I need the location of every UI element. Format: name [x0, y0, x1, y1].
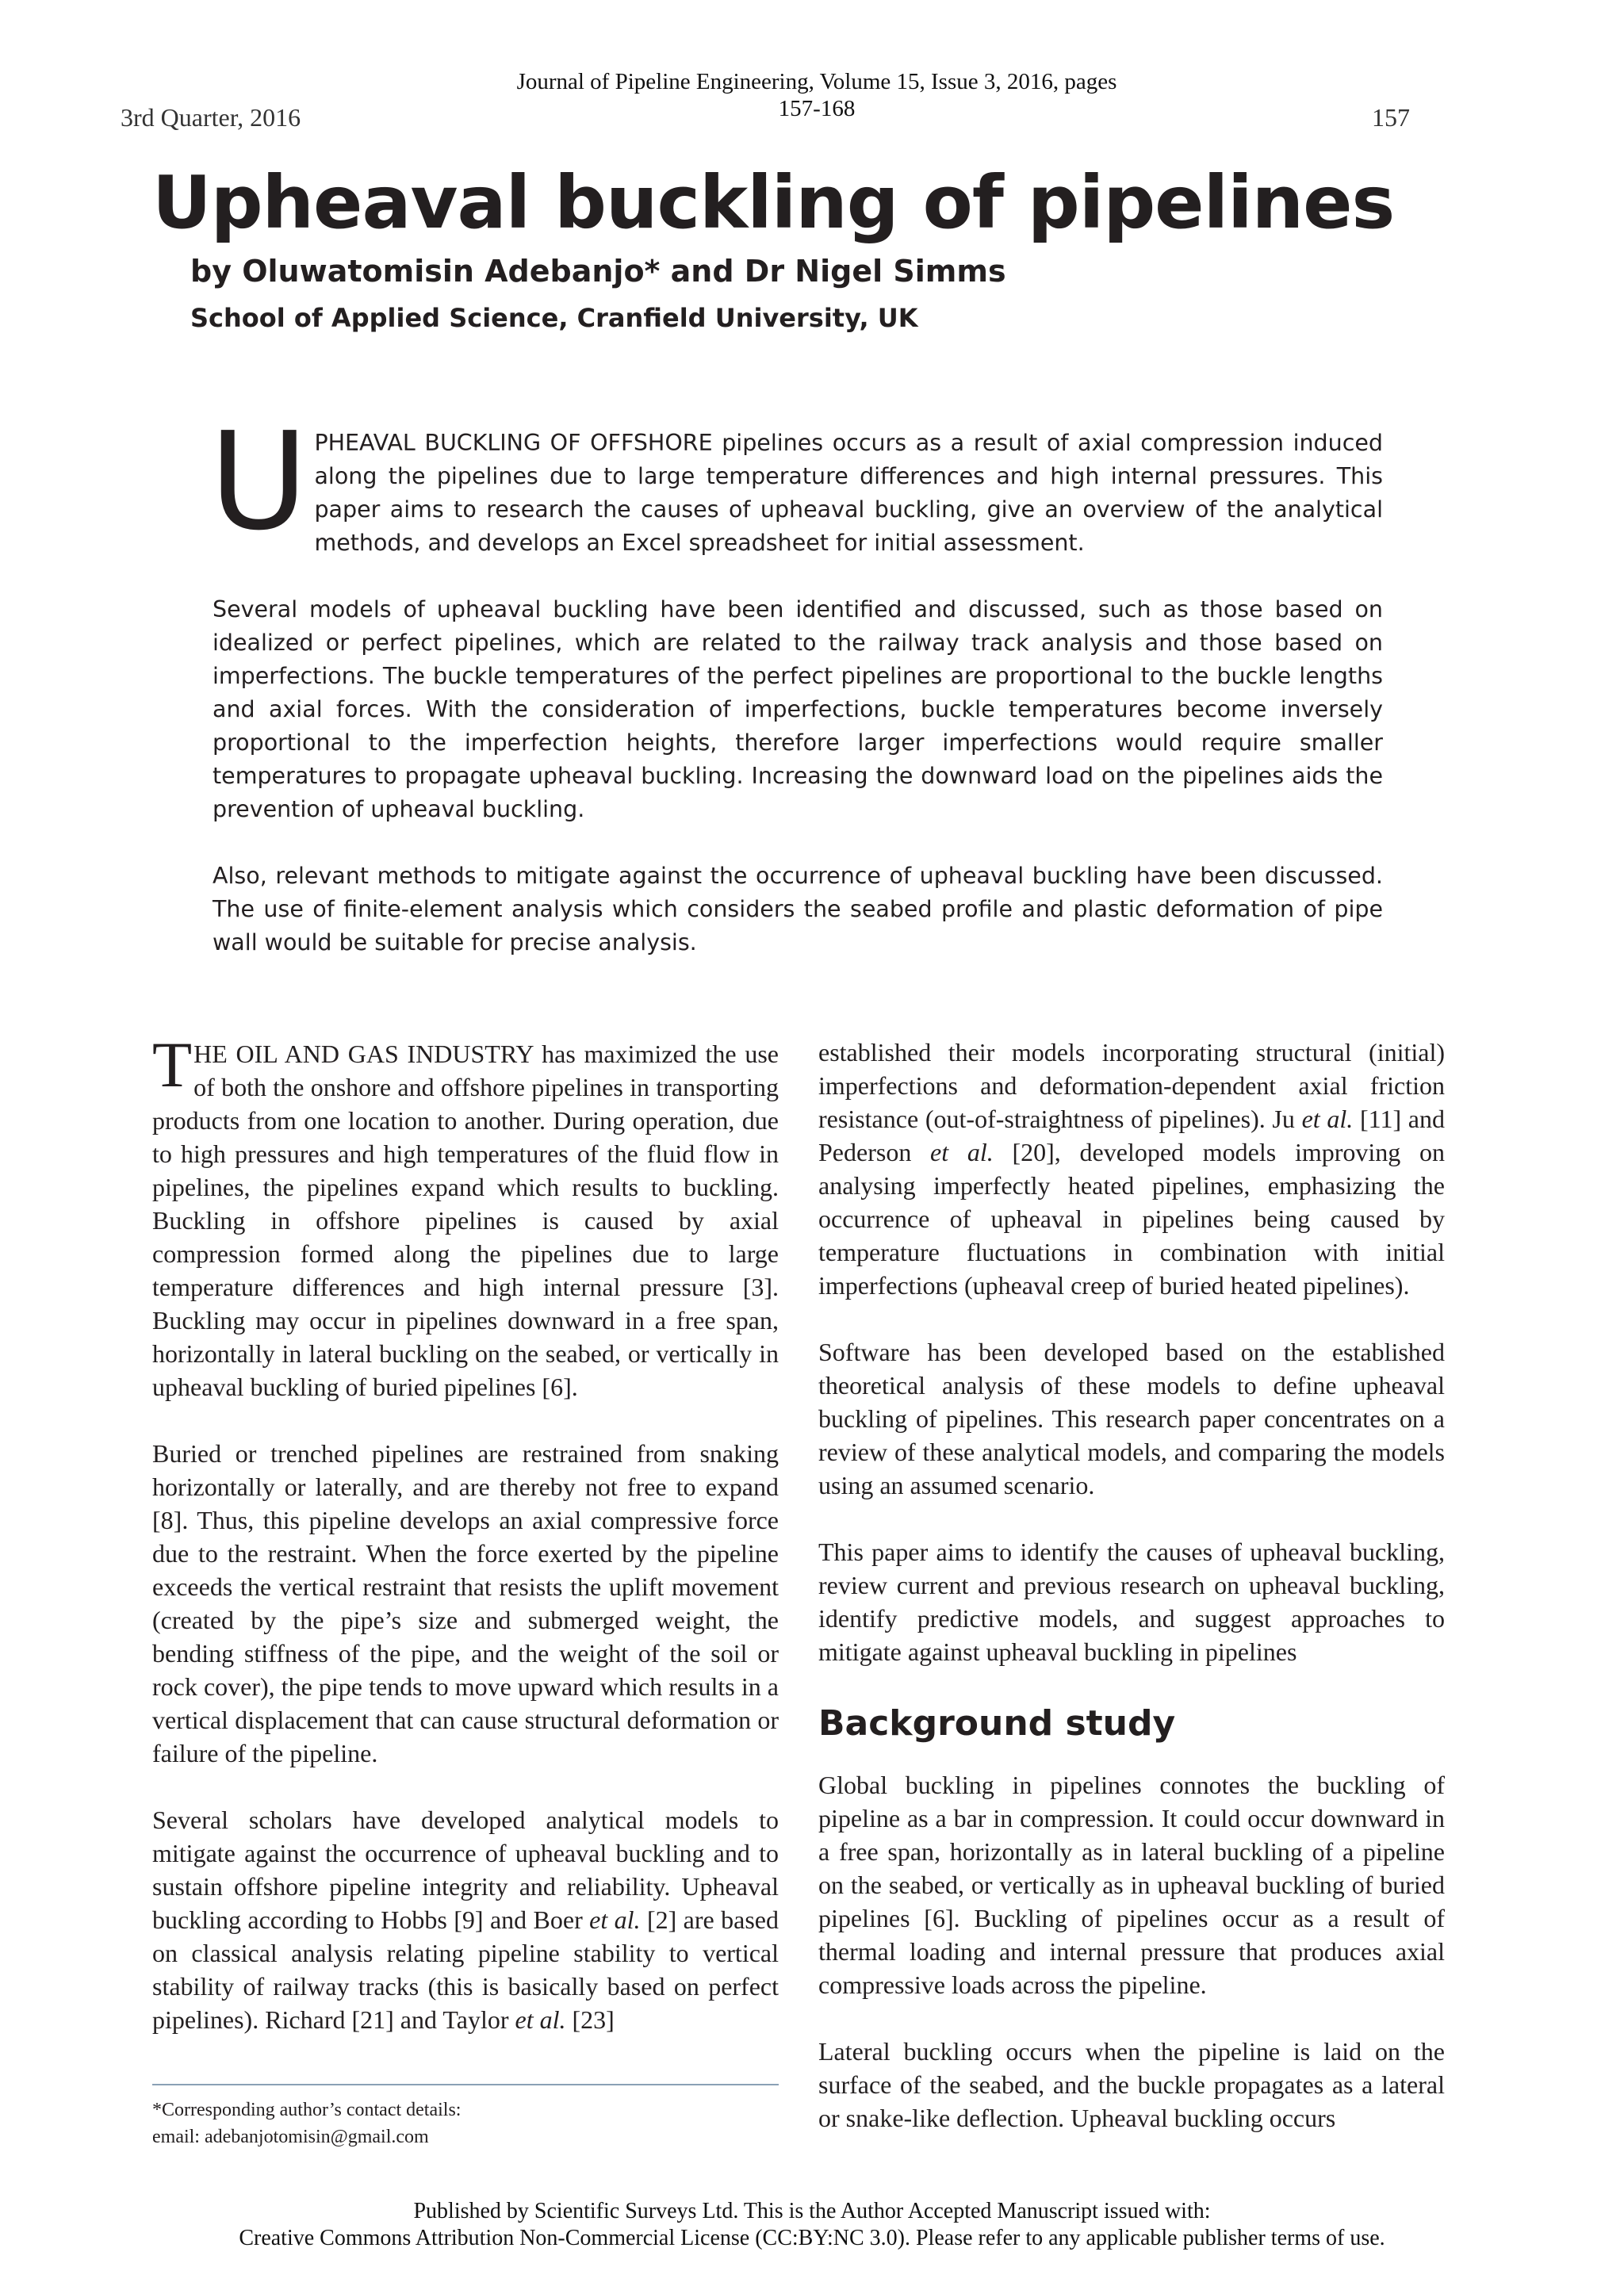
- body-text-segment: [11] and Pederson: [818, 1105, 1445, 1166]
- body-paragraph: Buried or trenched pipelines are restrained from snaking horizontally or laterally, and are thereby not free to expand [8]. Thus, this pipeline develops an axial compressive force due to the restraint. When the force exerted by the pipeline exceeds the vertical restraint that resists the uplift movement (created by the pipe’s size and submerged weight, the bending stiffness of the pipe, and the weight of the soil or rock cover), the pipe tends to move upward which results in a vertical displacement that can cause structural deformation or failure of the pipeline.: [152, 1439, 779, 1767]
- et-al: et al.: [930, 1138, 994, 1166]
- et-al: et al.: [1301, 1105, 1354, 1133]
- publisher-footer: [159, 2198, 1465, 2252]
- journal-citation-line2: 157-168: [778, 96, 856, 121]
- footnote-line1: *Corresponding author’s contact details:: [152, 2100, 462, 2120]
- body-text-segment: established their models incorporating structural (initial) imperfections and deformation-dependent axial friction resistance (out-of-straightness of pipelines). Ju: [818, 1038, 1445, 1133]
- article-authors: by Oluwatomisin Adebanjo* and Dr Nigel Simms: [190, 254, 1006, 289]
- abstract-paragraph-1-text: PHEAVAL BUCKLING OF OFFSHORE pipelines occurs as a result of axial compression induced along the pipelines due to large temperature differences and high internal pressures. This paper aims to research the causes of upheaval buckling, give an overview of the analytical methods, and develops an Excel spreadsheet for initial assessment.: [314, 430, 1383, 556]
- body-paragraph: Lateral buckling occurs when the pipeline is laid on the surface of the seabed, and the buckle propagates as a lateral or snake-like deflection. Upheaval buckling occurs: [818, 2037, 1445, 2132]
- body-text-segment: [20], developed models improving on analysing imperfectly heated pipelines, emphasizing the occurrence of upheaval in pipelines being caused by temperature fluctuations in combination with initial imperfections (upheaval creep of buried heated pipelines).: [818, 1138, 1446, 1300]
- page-number: 157: [1372, 103, 1410, 132]
- abstract-paragraph-2: Several models of upheaval buckling have been identified and discussed, such as those based on idealized or perfect pipelines, which are related to the railway track analysis and those based on imperfections. The buckle temperatures of the perfect pipelines are proportional to the buckle lengths and axial forces. With the consideration of imperfections, buckle temperatures become inversely proportional to the imperfection heights, therefore larger imperfections would require smaller temperatures to propagate upheaval buckling. Increasing the downward load on the pipelines aids the prevention of upheaval buckling.: [213, 596, 1383, 822]
- abstract-dropcap: U: [209, 404, 308, 561]
- journal-citation-line1: Journal of Pipeline Engineering, Volume 15, Issue 3, 2016, pages: [516, 69, 1117, 94]
- abstract-paragraph-1: [209, 404, 1383, 561]
- et-al: et al.: [589, 1905, 641, 1934]
- abstract-paragraph-3: Also, relevant methods to mitigate against the occurrence of upheaval buckling have been discussed. The use of finite-element analysis which considers the seabed profile and plastic deformation of pipe wall would be suitable for precise analysis.: [213, 863, 1383, 955]
- body-paragraph: Software has been developed based on the established theoretical analysis of these models to define upheaval buckling of pipelines. This research paper concentrates on a review of these analytical models, and comparing the models using an assumed scenario.: [818, 1338, 1445, 1499]
- body-dropcap: T: [152, 1028, 193, 1101]
- et-al: et al.: [515, 2005, 566, 2034]
- section-heading-background: Background study: [818, 1703, 1176, 1744]
- body-paragraph: [152, 1028, 779, 1403]
- footnote: [152, 2097, 779, 2150]
- article-affiliation: School of Applied Science, Cranfield University, UK: [190, 303, 918, 333]
- abstract: [209, 404, 1383, 993]
- body-paragraph: This paper aims to identify the causes of upheaval buckling, review current and previous research on upheaval buckling, identify predictive models, and suggest approaches to mitigate against upheaval buckling in pipelines: [818, 1538, 1445, 1666]
- footer-line1: Published by Scientific Surveys Ltd. This is the Author Accepted Manuscript issued with:: [413, 2199, 1211, 2223]
- body-text-segment: [2] are based on classical analysis relating pipeline stability to vertical stability of railway tracks (this is basically based on perfect pipelines). Richard [21] and Taylor: [152, 1905, 779, 2034]
- body-text-segment: [23]: [565, 2005, 615, 2034]
- article-title: Upheaval buckling of pipelines: [152, 160, 1395, 245]
- body-column-right: [818, 1036, 1445, 2168]
- footnote-divider: [152, 2084, 779, 2085]
- footnote-email: email: adebanjotomisin@gmail.com: [152, 2127, 429, 2147]
- body-paragraph-text: HE OIL AND GAS INDUSTRY has maximized the use of both the onshore and offshore pipelines in transporting products from one location to another. During operation, due to high pressures and high temperatures of the fluid flow in pipelines, the pipelines expand which results to buckling. Buckling in offshore pipelines is caused by axial compression formed along the pipelines due to large temperature differences and high internal pressure [3]. Buckling may occur in pipelines downward in a free span, horizontally in lateral buckling on the seabed, or vertically in upheaval buckling of buried pipelines [6].: [152, 1040, 779, 1401]
- body-text-segment: Several scholars have developed analytical models to mitigate against the occurrence of upheaval buckling and to sustain offshore pipeline integrity and reliability. Upheaval buckling according to Hobbs [9] and Boer: [152, 1806, 779, 1934]
- footer-line2: Creative Commons Attribution Non-Commercial License (CC:BY:NC 3.0). Please refer to any applicable publisher terms of use.: [239, 2226, 1385, 2250]
- body-paragraph: Global buckling in pipelines connotes the buckling of pipeline as a bar in compression. It could occur downward in a free span, horizontally as in lateral buckling of a pipeline on the seabed, or vertically as in upheaval buckling of buried pipelines [6]. Buckling of pipelines occur as a result of thermal loading and internal pressure that produces axial compressive loads across the pipeline.: [818, 1771, 1445, 1999]
- issue-quarter: 3rd Quarter, 2016: [121, 103, 301, 132]
- body-paragraph: [818, 1036, 1445, 1302]
- body-column-left: [152, 1028, 779, 2070]
- body-paragraph: [152, 1803, 779, 2036]
- journal-citation: [476, 68, 1158, 122]
